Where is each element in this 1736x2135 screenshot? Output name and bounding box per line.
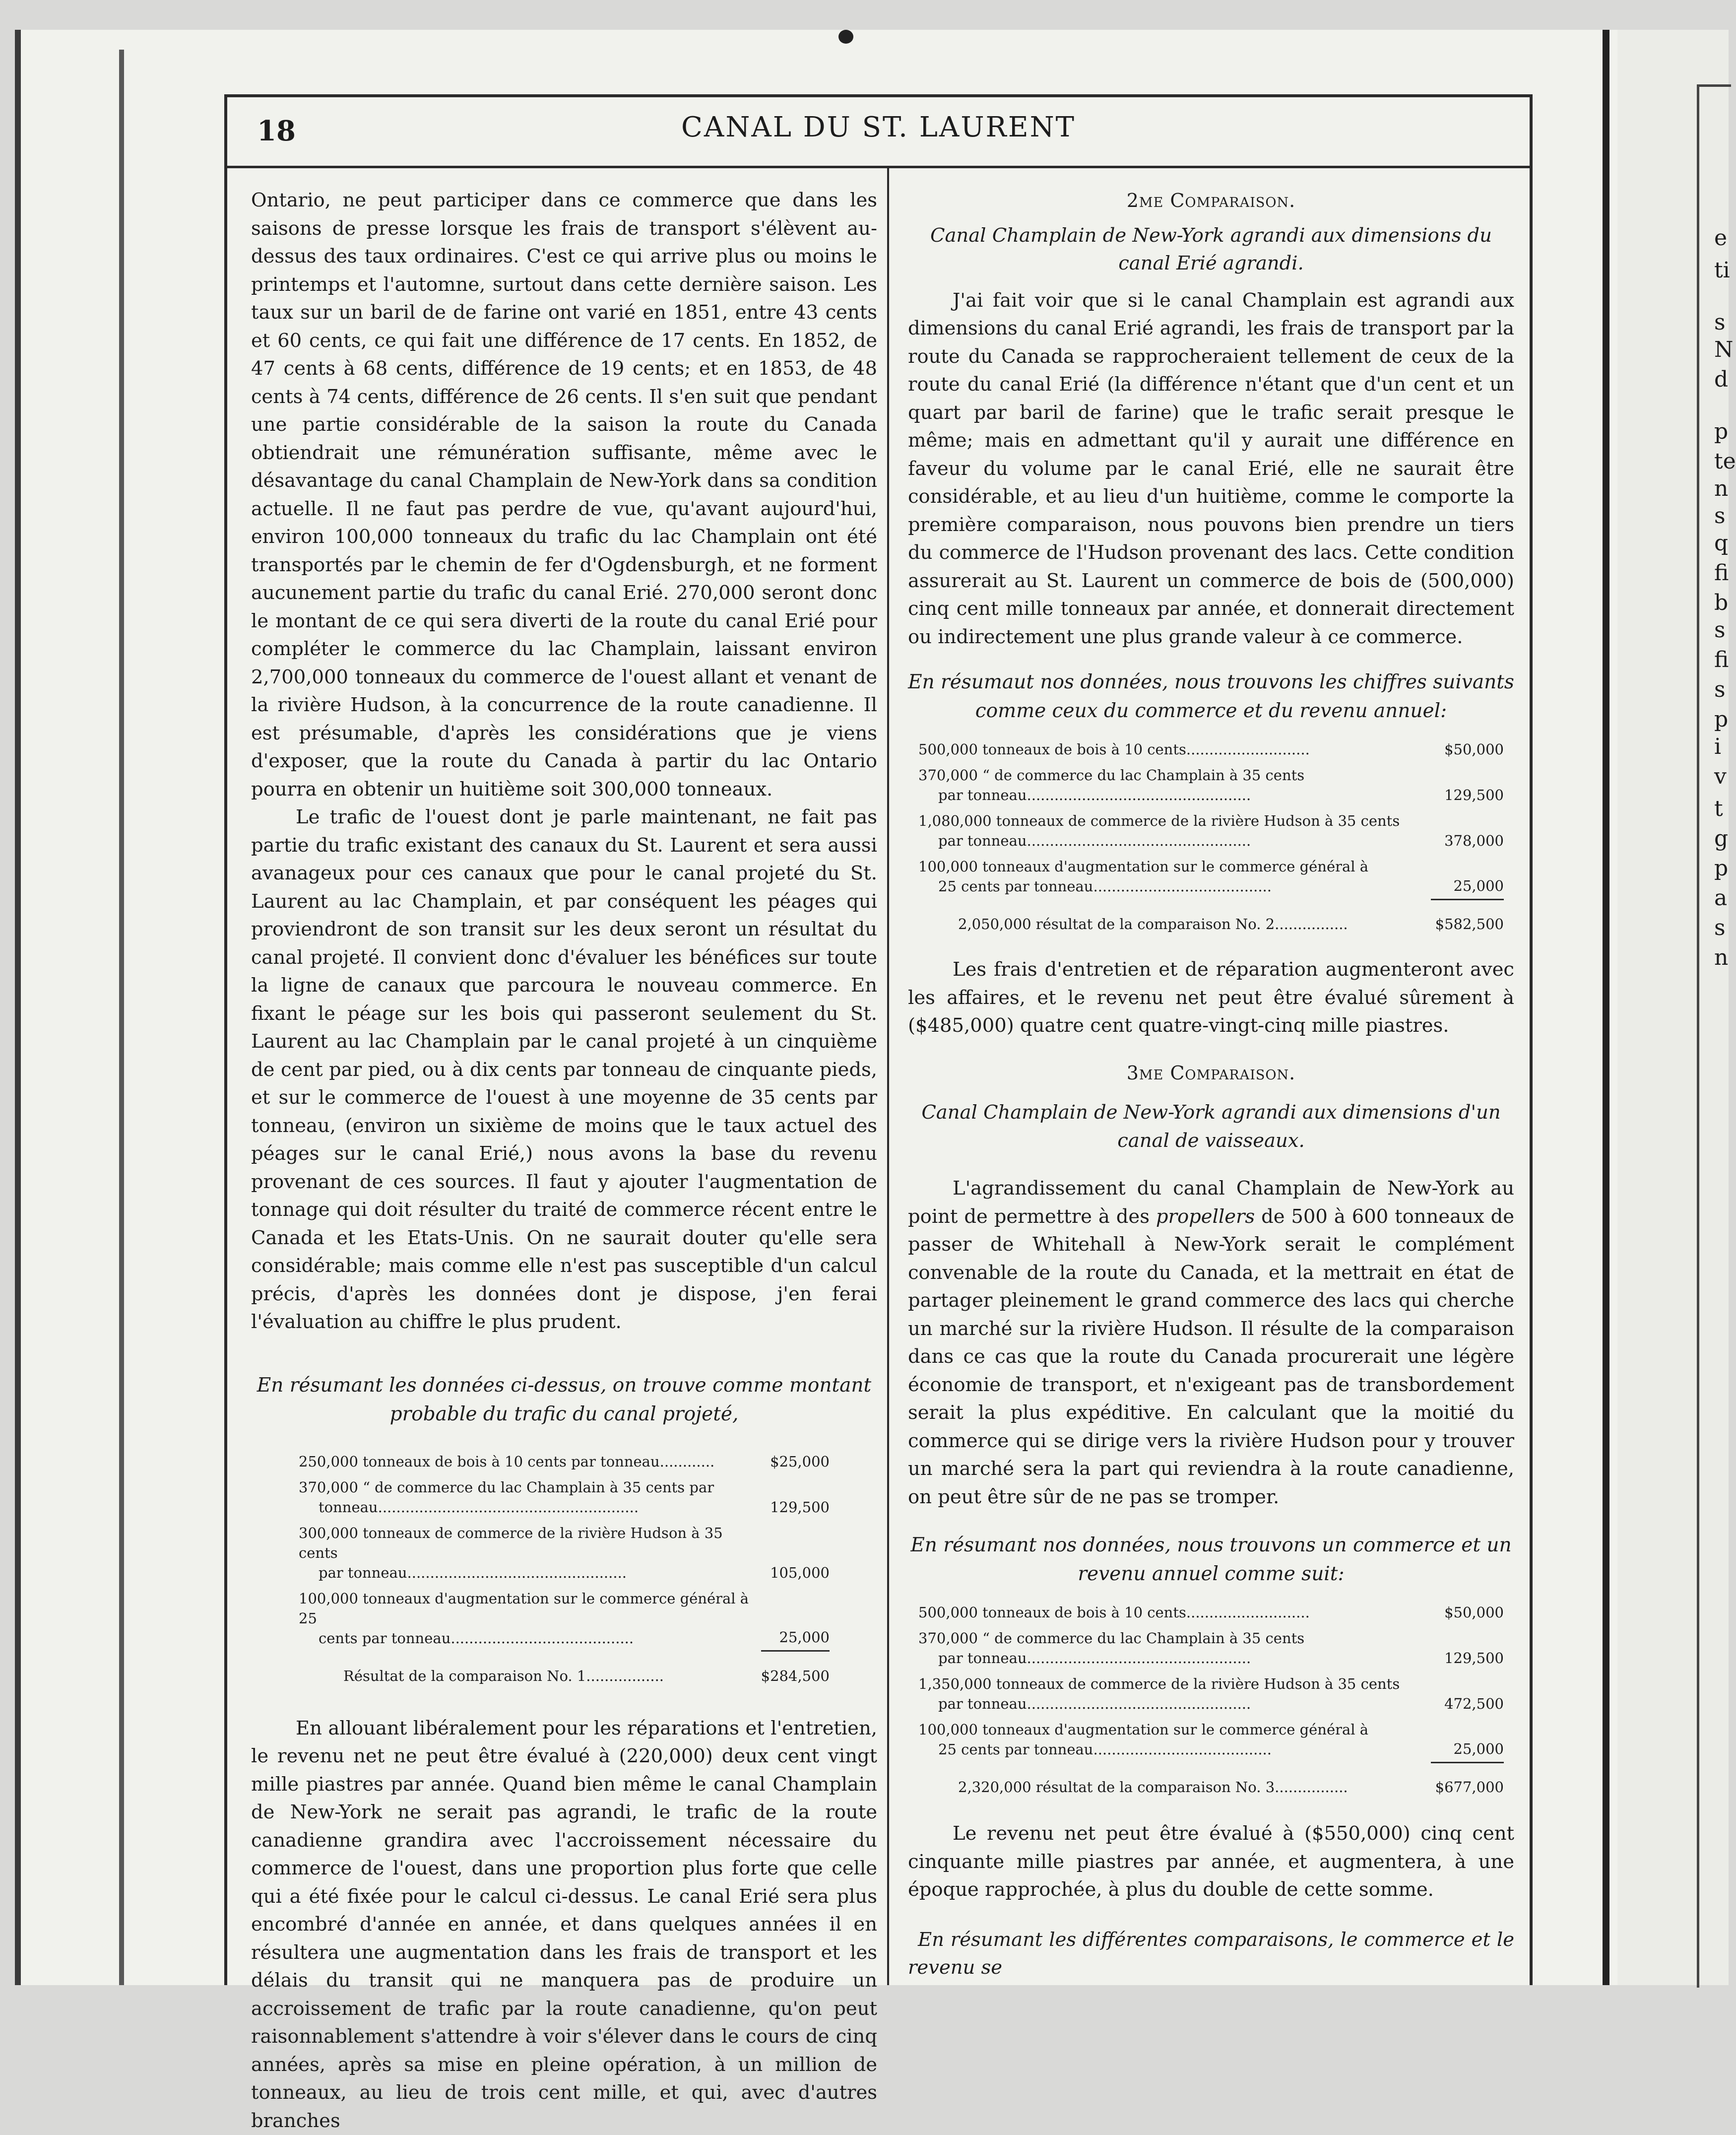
adjacent-page-fragment: g xyxy=(1714,824,1728,854)
adjacent-page-fragment: a xyxy=(1714,883,1727,913)
summary-row-line: 100,000 tonneaux d'augmentation sur le commerce général à 25 xyxy=(299,1589,761,1628)
page-gutter xyxy=(1603,30,1609,1985)
paragraph: Les frais d'entretien et de réparation augmenteront avec les affaires, et le revenu net peut être évalué sûrement à ($485,000) quatre cent quatre-vingt-cinq mille piastres. xyxy=(908,956,1514,1040)
right-column xyxy=(908,187,1514,1982)
summary-title: En résumant nos données, nous trouvons un commerce et un revenu annuel comme suit: xyxy=(908,1531,1514,1589)
summary-row-description xyxy=(918,736,1431,762)
summary-row xyxy=(918,1671,1504,1717)
summary-row-line: 100,000 tonneaux d'augmentation sur le commerce général à xyxy=(918,1720,1431,1739)
summary-row-amount: 25,000 xyxy=(761,1586,830,1651)
summary-row-amount: 105,000 xyxy=(761,1520,830,1586)
summary-total-amount: $284,500 xyxy=(761,1651,830,1689)
summary-row-line: par tonneau................................................ xyxy=(299,1563,761,1583)
summary-row xyxy=(299,1520,830,1586)
summary-title: En résumant les données ci-dessus, on trouve comme montant probable du trafic du canal projeté, xyxy=(251,1371,877,1429)
section-subheading: Canal Champlain de New-York agrandi aux dimensions du canal Erié agrandi. xyxy=(908,222,1514,278)
section-heading: 2me Comparaison. xyxy=(908,187,1514,215)
adjacent-page-fragment: n xyxy=(1714,474,1728,504)
adjacent-page-fragment: N xyxy=(1714,335,1734,365)
adjacent-page-fragment: s xyxy=(1714,308,1726,337)
summary-total-row xyxy=(918,1762,1504,1800)
adjacent-page xyxy=(1617,30,1729,1985)
scan-edge-left xyxy=(15,30,21,1985)
emphasis: propellers xyxy=(1156,1205,1255,1228)
adjacent-page-fragment: fi xyxy=(1714,558,1729,588)
summary-row-description xyxy=(918,762,1431,808)
adjacent-page-fragment: p xyxy=(1714,417,1728,447)
summary-row xyxy=(918,1600,1504,1625)
summary-title: En résumaut nos données, nous trouvons les chiffres suivants comme ceux du commerce et du revenu annuel: xyxy=(908,668,1514,726)
summary-row-amount: 25,000 xyxy=(1431,1717,1504,1762)
adjacent-page-fragment: s xyxy=(1714,501,1726,531)
adjacent-page-fragment: s xyxy=(1714,675,1726,705)
summary-row-line: 25 cents par tonneau....................................... xyxy=(918,876,1431,896)
section-heading: 3me Comparaison. xyxy=(908,1059,1514,1087)
summary-row-line: 1,350,000 tonneaux de commerce de la rivière Hudson à 35 cents xyxy=(918,1674,1431,1694)
summary-row xyxy=(918,762,1504,808)
adjacent-page-fragment: q xyxy=(1714,529,1728,558)
left-column xyxy=(251,187,877,2135)
summary-row xyxy=(918,808,1504,854)
summary-table-2 xyxy=(918,736,1504,937)
section-subheading: Canal Champlain de New-York agrandi aux dimensions d'un canal de vaisseaux. xyxy=(908,1099,1514,1155)
summary-row-description xyxy=(918,854,1431,899)
adjacent-page-fragment: b xyxy=(1714,588,1728,618)
summary-row-line: par tonneau................................................. xyxy=(918,1694,1431,1714)
adjacent-page-fragment: v xyxy=(1714,762,1727,792)
paragraph: En allouant libéralement pour les réparations et l'entretien, le revenu net ne peut être évalué à (220,000) deux cent vingt mille piastres par année. Quand bien même le canal Champlain de New-York ne serait pas agrandi, le trafic de la route canadienne grandira avec l'accroissement nécessaire du commerce de l'ouest, dans une proportion plus forte que celle qui a été fixée pour le calcul ci-dessus. Le canal Erié sera plus encombré d'année en année, et dans quelques années il en résultera une augmentation dans les frais de transport et les délais du transit qui ne manquera pas de produire un accroissement de trafic par la route canadienne, qu'on peut raisonnablement s'attendre à voir s'élever dans le cours de cinq années, après sa mise en pleine opération, à un million de tonneaux, au lieu de trois cent mille, et qui, avec d'autres branches xyxy=(251,1715,877,2135)
summary-row-amount: 472,500 xyxy=(1431,1671,1504,1717)
paragraph-text: de 500 à 600 tonneaux de passer de Whitehall à New-York serait le complément convenable de la route du Canada, et la mettrait en état de partager pleinement le grand commerce des lacs qui cherche un marché sur la rivière Hudson. Il résulte de la comparaison dans ce cas que la route du Canada procurerait une légère économie de transport, et n'exigeant pas de transbordement serait la plus expéditive. En calculant que la moitié du commerce qui se dirige vers la rivière Hudson pour y trouver un marché sera la part qui reviendra à la route canadienne, on peut être sûr de ne pas se tromper. xyxy=(908,1205,1514,1508)
adjacent-page-fragment: p xyxy=(1714,705,1728,734)
ink-blot xyxy=(838,30,853,44)
summary-row-line: 100,000 tonneaux d'augmentation sur le commerce général à xyxy=(918,857,1431,876)
summary-row-line: 500,000 tonneaux de bois à 10 cents........................... xyxy=(918,739,1431,759)
summary-row-description xyxy=(299,1449,761,1474)
summary-row-description xyxy=(299,1520,761,1586)
summary-row-line: 25 cents par tonneau....................................... xyxy=(918,1739,1431,1759)
binding-shadow xyxy=(119,50,124,1985)
summary-row-line: 1,080,000 tonneaux de commerce de la rivière Hudson à 35 cents xyxy=(918,811,1431,831)
adjacent-page-fragment: t xyxy=(1714,794,1723,824)
paragraph: Le revenu net peut être évalué à ($550,000) cinq cent cinquante mille piastres par année, et augmentera, à une époque rapprochée, à plus du double de cette somme. xyxy=(908,1820,1514,1904)
summary-row-amount: 129,500 xyxy=(761,1474,830,1520)
summary-row-line: 370,000 “ de commerce du lac Champlain à 35 cents par xyxy=(299,1477,761,1497)
summary-table-3 xyxy=(918,1600,1504,1800)
paragraph: Le trafic de l'ouest dont je parle maintenant, ne fait pas partie du trafic existant des canaux du St. Laurent et sera aussi avanageux pour ces canaux que pour le canal projeté du St. Laurent au lac Champlain, et par conséquent les péages qui proviendront de son transit sur les deux seront un résultat du canal projeté. Il convient donc d'évaluer les bénéfices sur toute la ligne de canaux que parcoura le nouveau commerce. En fixant le péage sur les bois qui passeront seulement du St. Laurent au lac Champlain par le canal projeté à un cinquième de cent par pied, ou à dix cents par tonneau de cinquante pieds, et sur le commerce de l'ouest à une moyenne de 35 cents par tonneau, (environ un sixième de moins que le taux actuel des péages sur le canal Erié,) nous avons la base du revenu provenant de ces sources. Il faut y ajouter l'augmentation de tonnage qui doit résulter du traité de commerce récent entre le Canada et les Etats-Unis. On ne saurait douter qu'elle sera considérable; mais comme elle n'est pas susceptible d'un calcul précis, d'après les données dont je dispose, j'en ferai l'évaluation au chiffre le plus prudent. xyxy=(251,803,877,1336)
summary-row-line: par tonneau................................................. xyxy=(918,831,1431,851)
adjacent-page-fragment: d xyxy=(1714,365,1728,395)
summary-row-amount: $50,000 xyxy=(1431,1600,1504,1625)
summary-row-amount: 129,500 xyxy=(1431,762,1504,808)
summary-table-1 xyxy=(299,1449,830,1689)
summary-row xyxy=(299,1449,830,1474)
running-head: CANAL DU ST. LAURENT xyxy=(227,111,1530,143)
page-number: 18 xyxy=(257,115,296,147)
summary-total-label: Résultat de la comparaison No. 1................. xyxy=(299,1651,761,1689)
paragraph: J'ai fait voir que si le canal Champlain est agrandi aux dimensions du canal Erié agrandi, les frais de transport par la route du Canada se rapprocheraient tellement de ceux de la route du canal Erié (la différence n'étant que d'un cent et un quart par baril de farine) que le trafic serait presque le même; mais en admettant qu'il y aurait une différence en faveur du volume par le canal Erié, elle ne saurait être considérable, et au lieu d'un huitième, comme le comporte la première comparaison, nous pouvons bien prendre un tiers du commerce de l'Hudson provenant des lacs. Cette condition assurerait au St. Laurent un commerce de bois de (500,000) cinq cent mille tonneaux par année, et donnerait directement ou indirectement une plus grande valeur à ce commerce. xyxy=(908,287,1514,652)
summary-row-amount: $50,000 xyxy=(1431,736,1504,762)
summary-row-amount: 378,000 xyxy=(1431,808,1504,854)
adjacent-page-fragment: p xyxy=(1714,854,1728,883)
summary-row xyxy=(918,1625,1504,1671)
summary-row xyxy=(299,1474,830,1520)
summary-row-description xyxy=(918,1625,1431,1671)
summary-row xyxy=(918,1717,1504,1762)
summary-row-line: par tonneau................................................. xyxy=(918,1648,1431,1668)
adjacent-page-fragment: te xyxy=(1714,447,1736,476)
adjacent-page-fragment: e xyxy=(1714,223,1727,253)
column-rule xyxy=(887,166,889,1985)
document-page xyxy=(224,94,1533,1985)
summary-row-line: 370,000 “ de commerce du lac Champlain à 35 cents xyxy=(918,765,1431,785)
header-rule xyxy=(227,166,1530,168)
adjacent-page-fragment: ti xyxy=(1714,256,1730,285)
summary-total-label: 2,320,000 résultat de la comparaison No. 3................ xyxy=(918,1762,1431,1800)
adjacent-page-fragment: fi xyxy=(1714,645,1729,675)
paragraph: Ontario, ne peut participer dans ce commerce que dans les saisons de presse lorsque les frais de transport s'élèvent au-dessus des taux ordinaires. C'est ce qui arrive plus ou moins le printemps et l'automne, surtout dans cette dernière saison. Les taux sur un baril de de farine ont varié en 1851, entre 43 cents et 60 cents, ce qui fait une différence de 17 cents. En 1852, de 47 cents à 68 cents, différence de 19 cents; et en 1853, de 48 cents à 74 cents, différence de 26 cents. Il s'en suit que pendant une partie considérable de la saison la route du Canada obtiendrait une rémunération suffisante, même avec le désavantage du canal Champlain de New-York dans sa condition actuelle. Il ne faut pas perdre de vue, qu'avant aujourd'hui, environ 100,000 tonneaux du trafic du lac Champlain ont été transportés par le chemin de fer d'Ogdensburgh, et ne forment aucunement partie du trafic du canal Erié. 270,000 seront donc le montant de ce qui sera diverti de la route du canal Erié pour compléter le commerce du lac Champlain, laissant environ 2,700,000 tonneaux du commerce de l'ouest allant et venant de la rivière Hudson, à la concurrence de la route canadienne. Il est présumable, d'après les considérations que je viens d'exposer, que la route du Canada à partir du lac Ontario pourra en obtenir un huitième soit 300,000 tonneaux. xyxy=(251,187,877,803)
paragraph-partial: En résumant les différentes comparaisons, le commerce et le revenu se xyxy=(908,1926,1514,1982)
summary-row-amount: $25,000 xyxy=(761,1449,830,1474)
summary-row-line: tonneau......................................................... xyxy=(299,1497,761,1517)
summary-row-description xyxy=(299,1474,761,1520)
summary-row-amount: 129,500 xyxy=(1431,1625,1504,1671)
summary-row-line: 300,000 tonneaux de commerce de la rivière Hudson à 35 cents xyxy=(299,1523,761,1563)
summary-row xyxy=(918,854,1504,899)
summary-row-line: cents par tonneau........................................ xyxy=(299,1628,761,1648)
summary-total-amount: $677,000 xyxy=(1431,1762,1504,1800)
adjacent-page-fragment: s xyxy=(1714,615,1726,645)
summary-row-description xyxy=(918,1717,1431,1762)
summary-row xyxy=(918,736,1504,762)
summary-row-description xyxy=(299,1586,761,1651)
summary-row-line: 370,000 “ de commerce du lac Champlain à 35 cents xyxy=(918,1628,1431,1648)
summary-row-description xyxy=(918,808,1431,854)
paragraph xyxy=(908,1175,1514,1511)
summary-row-amount: 25,000 xyxy=(1431,854,1504,899)
summary-total-row xyxy=(299,1651,830,1689)
summary-row-line: par tonneau................................................. xyxy=(918,785,1431,805)
summary-total-amount: $582,500 xyxy=(1431,899,1504,937)
summary-row-line: 250,000 tonneaux de bois à 10 cents par tonneau............ xyxy=(299,1452,761,1471)
summary-row-description xyxy=(918,1671,1431,1717)
paragraph-text: L'agrandissement du canal Champlain de New-York au point de permettre à des xyxy=(908,1177,1514,1228)
adjacent-page-fragment: i xyxy=(1714,732,1721,762)
summary-total-row xyxy=(918,899,1504,937)
summary-row xyxy=(299,1586,830,1651)
summary-row-description xyxy=(918,1600,1431,1625)
adjacent-page-fragment: s xyxy=(1714,913,1726,943)
adjacent-page-fragment: n xyxy=(1714,943,1728,973)
summary-row-line: 500,000 tonneaux de bois à 10 cents........................... xyxy=(918,1602,1431,1622)
summary-total-label: 2,050,000 résultat de la comparaison No. 2................ xyxy=(918,899,1431,937)
